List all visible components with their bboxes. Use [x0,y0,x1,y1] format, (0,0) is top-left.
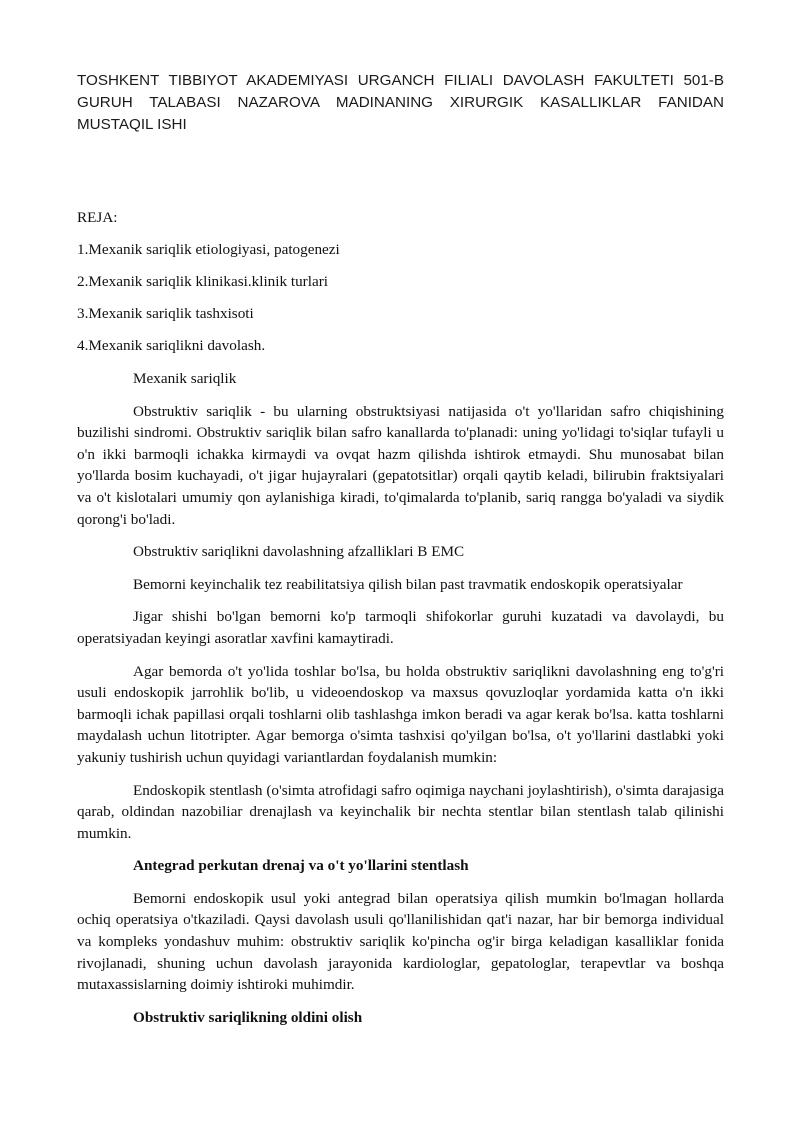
paragraph-advantages-heading: Obstruktiv sariqlikni davolashning afzalliklari B EMC [133,543,465,561]
paragraph-stenting: Endoskopik stentlash (o'simta atrofidagi safro oqimiga naychani joylashtirish), o'simta darajasiga qarab, oldindan nazobiliar drenajlash va keyinchalik bir nechta stentlar bilan stentlash talab qilinishi mumkin. [77,781,724,842]
paragraph-rehabilitation: Bemorni keyinchalik tez reabilitatsiya qilish bilan past travmatik endoskopik operatsiyalar [133,575,683,593]
plan-item-clinic: 2.Mexanik sariqlik klinikasi.klinik turlari [77,273,328,290]
document-page [77,70,724,1039]
document-title: TOSHKENT TIBBIYOT AKADEMIYASI URGANCH FILIALI DAVOLASH FAKULTETI 501-B GURUH TALABASI NAZAROVA MADINANING XIRURGIK KASALLIKLAR FANIDAN MUSTAQIL ISHI [77,72,724,133]
plan-item-treatment: 4.Mexanik sariqlikni davolash. [77,337,266,354]
section-heading-prevention: Obstruktiv sariqlikning oldini olish [133,1008,363,1026]
plan-list [77,240,724,356]
title-spacer [77,136,724,208]
paragraph-stones-treatment: Agar bemorda o't yo'lida toshlar bo'lsa, bu holda obstruktiv sariqlikni davolashning eng to'g'ri usuli endoskopik jarrohlik bo'lib, u videoendoskop va maxsus qovuzloqlar yordamida katta o'n ikki barmoqli ichak papillasi orqali toshlarni olib tashlashga imkon beradi va agar kerak bo'lsa. katta toshlarni maydalash uchun litotripter. Agar bemorga o'simta tashxisi qo'yilgan bo'lsa, o't yo'llarini dastlabki yoki yakuniy tushirish uchun quyidagi variantlardan foydalanish mumkin: [77,662,724,766]
plan-heading: REJA: [77,209,118,226]
plan-item-etiology: 1.Mexanik sariqlik etiologiyasi, patogenezi [77,241,340,258]
paragraph-multidisciplinary: Jigar shishi bo'lgan bemorni ko'p tarmoqli shifokorlar guruhi kuzatadi va davolaydi, bu operatsiyadan keyingi asoratlar xavfini kamaytiradi. [77,608,724,647]
plan-item-diagnosis: 3.Mexanik sariqlik tashxisoti [77,305,254,322]
paragraph-open-surgery: Bemorni endoskopik usul yoki antegrad bilan operatsiya qilish mumkin bo'lmagan hollarda ochiq operatsiya o'tkaziladi. Qaysi davolash usuli qo'llanilishidan qat'i nazar, har bir bemorga individual va kompleks yondashuv muhim: obstruktiv sariqlik ko'pincha og'ir birga keladigan kasalliklar fonida rivojlanadi, shuning uchun davolash jarayonida kardiologlar, gepatologlar, terapevtlar va boshqa mutaxassislarning doimiy ishtiroki muhimdir. [77,889,724,994]
section-heading-antegrad-drainage: Antegrad perkutan drenaj va o't yo'llarini stentlash [133,857,469,875]
paragraph-definition: Obstruktiv sariqlik - bu ularning obstruktsiyasi natijasida o't yo'llaridan safro chiqishining buzilishi sindromi. Obstruktiv sariqlik bilan safro kanallarda to'planadi: uning yo'lidagi to'siqlar tufayli u o'n ikki barmoqli ichakka kirmaydi va ovqat hazm qilishda ishtirok etmaydi. Shu munosabat bilan yo'llarda bosim kuchayadi, o't jigar hujayralari (gepatotsitlar) orqali qaytib keladi, bilirubin fraktsiyalari va o't kislotalari umumiy qon aylanishiga kiradi, to'qimalarda to'planib, sariq rangga bo'yaladi va siydik qorong'i bo'ladi. [77,402,724,528]
section-heading-mexanik-sariqlik: Mexanik sariqlik [133,370,237,387]
